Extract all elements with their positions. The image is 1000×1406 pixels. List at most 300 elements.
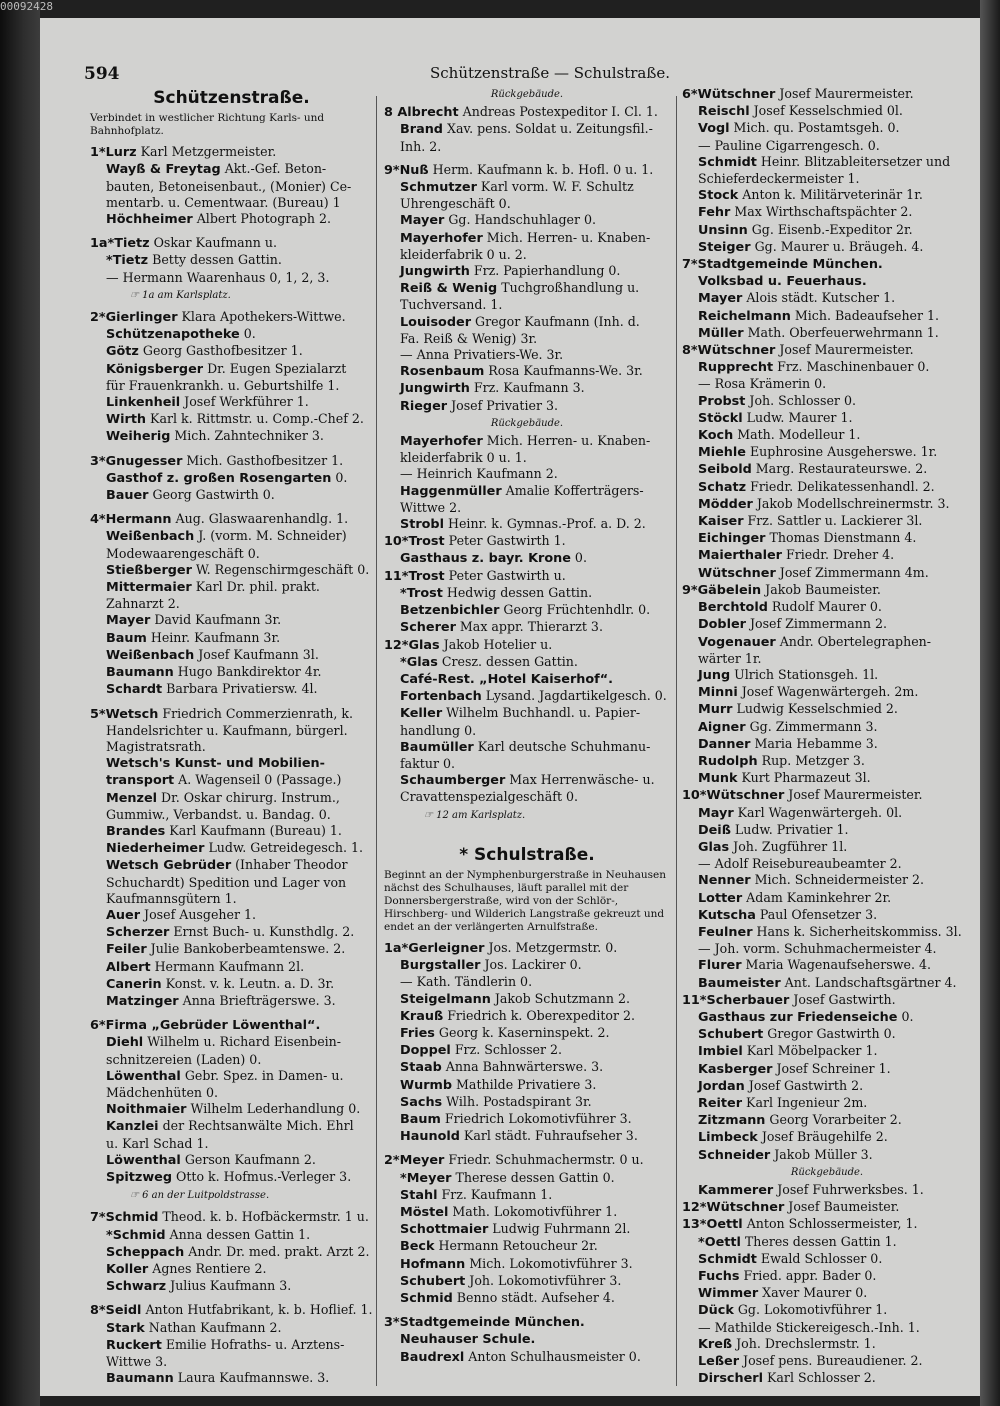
entry-name: Brandes: [106, 823, 166, 839]
entry-name: Maierthaler: [698, 548, 782, 564]
column-3: [682, 86, 972, 1387]
entry-name: Jungwirth: [400, 264, 470, 280]
entry-name: Probst: [698, 393, 746, 409]
entry-details: Josef Ausgeher 1.: [140, 906, 257, 922]
entry-name: Limbeck: [698, 1130, 758, 1146]
entry-continuation: Schieferdeckermeister 1.: [698, 171, 860, 187]
directory-entry: [384, 1221, 670, 1238]
entry-name: Schmidt: [698, 1251, 757, 1267]
entry-name: Haggenmüller: [400, 483, 502, 499]
entry-details: Mathilde Privatiere 3.: [452, 1076, 597, 1092]
entry-name: Kammerer: [698, 1183, 774, 1198]
directory-entry: [90, 959, 373, 976]
entry-name: Scheppach: [106, 1244, 185, 1260]
directory-entry: [384, 1290, 670, 1307]
directory-entry: [90, 664, 373, 681]
entry-name: 8*Seidl: [90, 1303, 142, 1319]
directory-entry: [90, 1244, 373, 1261]
directory-entry: [384, 483, 670, 500]
directory-entry: [384, 1042, 670, 1059]
directory-entry: [682, 1043, 972, 1060]
entry-details: Betty dessen Gattin.: [148, 252, 282, 268]
entry-details: Gregor Kaufmann (Inh. d.: [471, 313, 640, 329]
directory-entry: [90, 681, 373, 698]
entry-name: Brand: [400, 122, 443, 138]
directory-entry: [384, 1349, 670, 1366]
entry-details: Peter Gastwirth u.: [444, 567, 566, 583]
entry-details: Gg. Maurer u. Bräugeh. 4.: [750, 238, 924, 254]
entry-details: Gg. Handschuhlager 0.: [444, 212, 597, 228]
entry-name: Königsberger: [106, 361, 204, 377]
directory-entry: [682, 1216, 972, 1233]
entry-details: Georg Früchtenhdlr. 0.: [499, 602, 651, 618]
entry-name: Schneider: [698, 1147, 771, 1163]
entry-details: Gg. Lokomotivführer 1.: [733, 1302, 888, 1318]
section-label: Rückgebäude.: [490, 89, 564, 100]
directory-entry: [682, 1078, 972, 1095]
entry-details: Herm. Kaufmann k. b. Hofl. 0 u. 1.: [428, 161, 654, 177]
entry-details: Peter Gastwirth 1.: [444, 533, 566, 549]
directory-entry: [682, 616, 972, 633]
entry-details: Wilh. Postadspirant 3r.: [442, 1093, 592, 1109]
entry-details: Frz. Schlosser 2.: [450, 1042, 563, 1058]
entry-details: Ludw. Privatier 1.: [730, 821, 849, 837]
directory-entry: [384, 433, 670, 450]
directory-entry: [90, 1278, 373, 1295]
entry-continuation: faktur 0.: [400, 755, 456, 771]
entry-name: Niederheimer: [106, 841, 205, 857]
entry-name: Baudrexl: [400, 1349, 465, 1365]
directory-entry: [384, 705, 670, 722]
entry-name: Stark: [106, 1320, 145, 1336]
entry-name: Wimmer: [698, 1286, 759, 1302]
entry-name: *Glas: [400, 654, 438, 670]
location-note: ☞ 12 am Karlsplatz.: [424, 809, 526, 821]
entry-details: Maria Hebamme 3.: [750, 735, 878, 751]
entry-details: Friedrich k. Oberexpeditor 2.: [443, 1007, 636, 1023]
spacer: [90, 1010, 373, 1017]
entry-details: Friedr. Delikatessenhandl. 2.: [746, 478, 935, 494]
entry-name: Weißenbach: [106, 529, 195, 545]
entry-details: Alois städt. Kutscher 1.: [742, 290, 896, 306]
entry-details: Karl Metzgermeister.: [136, 144, 277, 160]
entry-name: Mayerhofer: [400, 230, 483, 246]
entry-details: Math. Modelleur 1.: [733, 427, 861, 443]
entry-continuation: — Rosa Krämerin 0.: [698, 376, 827, 392]
entry-name: Gasthof z. großen Rosengarten: [106, 470, 332, 486]
entry-details: Friedr. Dreher 4.: [782, 547, 895, 563]
entry-details: Anton Schlossermeister, 1.: [742, 1216, 918, 1232]
entry-name: Baumann: [106, 665, 174, 681]
entry-details: Mich. Zahntechniker 3.: [170, 428, 324, 444]
entry-details: 0.: [570, 550, 587, 566]
entry-details: Georg Vorarbeiter 2.: [765, 1112, 902, 1128]
entry-details: Karl Schlosser 2.: [763, 1370, 876, 1386]
entry-details: Mich. Lokomotivführer 3.: [465, 1255, 633, 1271]
directory-entry: [90, 1370, 373, 1387]
directory-entry: [682, 120, 972, 137]
directory-entry: [384, 280, 670, 297]
entry-name: Rupprecht: [698, 360, 774, 376]
location-note: ☞ 1a am Karlsplatz.: [130, 289, 231, 301]
directory-entry: [384, 991, 670, 1008]
entry-details: Otto k. Hofmus.-Verleger 3.: [172, 1168, 352, 1184]
entry-name: Leßer: [698, 1354, 740, 1370]
directory-entry: [384, 1094, 670, 1111]
entry-details: Aug. Glaswaarenhandlg. 1.: [171, 511, 349, 527]
entry-name: Schatz: [698, 479, 747, 495]
directory-entry: [682, 957, 972, 974]
entry-name: Louisoder: [400, 314, 472, 330]
entry-name: 8*Wütschner: [682, 343, 776, 359]
entry-continuation: Modewaarengeschäft 0.: [106, 545, 260, 561]
entry-details: Georg k. Kaserninspekt. 2.: [434, 1024, 610, 1040]
entry-name: Nenner: [698, 873, 751, 889]
entry-details: Math. Oberfeuerwehrmann 1.: [743, 324, 939, 340]
entry-details: Joh. Lokomotivführer 3.: [465, 1272, 622, 1288]
directory-entry: [90, 612, 373, 629]
directory-entry: [682, 273, 972, 290]
directory-entry: [90, 1101, 373, 1118]
directory-entry: [682, 787, 972, 804]
entry-details: Joh. Schlosser 0.: [745, 392, 856, 408]
directory-entry: [90, 579, 373, 596]
entry-name: Eichinger: [698, 531, 766, 547]
directory-entry: [384, 1128, 670, 1145]
entry-name: Burgstaller: [400, 958, 481, 974]
running-head: Schützenstraße — Schulstraße.: [430, 64, 671, 82]
entry-name: Glas: [698, 839, 730, 855]
entry-continuation: handlung 0.: [400, 722, 477, 738]
directory-entry: [90, 823, 373, 840]
entry-name: Baum: [400, 1111, 441, 1127]
entry-details: 0.: [239, 326, 256, 342]
entry-name: Kaiser: [698, 514, 744, 530]
entry-name: Baumann: [106, 1371, 174, 1387]
entry-details: Joh. Zugführer 1l.: [729, 838, 848, 854]
entry-details: Karl Wagenwärtergeh. 0l.: [733, 804, 903, 820]
entry-name: Fuchs: [698, 1269, 740, 1285]
spacer: [90, 699, 373, 706]
directory-entry: [384, 1008, 670, 1025]
directory-entry: [384, 1204, 670, 1221]
entry-name: Schmidt: [698, 154, 757, 170]
directory-entry: [90, 706, 373, 723]
entry-details: Mich. qu. Postamtsgeh. 0.: [729, 120, 900, 136]
directory-entry: [90, 755, 373, 772]
directory-entry: [90, 487, 373, 504]
directory-entry: [90, 144, 373, 161]
directory-entry: [682, 308, 972, 325]
entry-details: Karl städt. Fuhraufseher 3.: [459, 1128, 638, 1144]
directory-entry: [682, 1095, 972, 1112]
entry-details: Mich. Herren- u. Knaben-: [482, 433, 651, 449]
spacer: [90, 504, 373, 511]
entry-name: Schwarz: [106, 1279, 167, 1295]
entry-details: Ludw. Getreidegesch. 1.: [204, 840, 364, 856]
entry-name: Hofmann: [400, 1256, 466, 1272]
entry-name: Strobl: [400, 517, 444, 533]
entry-name: Rudolph: [698, 753, 758, 769]
entry-details: Josef Maurermeister.: [775, 86, 914, 101]
entry-name: Munk: [698, 771, 738, 787]
directory-entry: [384, 230, 670, 247]
entry-continuation: Mädchenhüten 0.: [106, 1084, 219, 1100]
spacer: [90, 228, 373, 235]
entry-details: Josef Gastwirth.: [789, 991, 896, 1007]
entry-details: Jakob Modellschreinermstr. 3.: [752, 495, 950, 511]
entry-details: Dr. Eugen Spezialarzt: [203, 360, 347, 376]
directory-entry: [384, 516, 670, 533]
entry-continuation: — Kath. Tändlerin 0.: [400, 974, 533, 990]
directory-entry: [384, 314, 670, 331]
directory-entry: [90, 924, 373, 941]
entry-name: 11*Scherbauer: [682, 992, 790, 1008]
entry-details: Josef Kesselschmied 0l.: [749, 103, 903, 119]
entry-name: Mittermaier: [106, 580, 192, 596]
entry-details: Josef Zimmermann 2.: [745, 616, 887, 632]
directory-entry: [682, 599, 972, 616]
entry-details: Karl Kaufmann (Bureau) 1.: [165, 822, 342, 838]
entry-continuation: Magistratsrath.: [106, 738, 206, 754]
entry-name: Wurmb: [400, 1077, 453, 1093]
entry-details: Amalie Kofferträgers-: [501, 482, 644, 498]
directory-entry: [384, 1059, 670, 1076]
directory-entry: [682, 256, 972, 273]
entry-name: *Oettl: [698, 1234, 741, 1250]
entry-details: Marg. Restaurateurswe. 2.: [751, 461, 928, 477]
book-edge-right: [980, 0, 1000, 1406]
entry-continuation: — Adolf Reisebureaubeamter 2.: [698, 856, 902, 872]
directory-entry: [682, 1112, 972, 1129]
directory-entry: [682, 1009, 972, 1026]
directory-entry: [90, 562, 373, 579]
entry-name: Höchheimer: [106, 212, 193, 228]
entry-details: W. Regenschirmgeschäft 0.: [191, 561, 370, 577]
entry-details: Lysand. Jagdartikelgesch. 0.: [481, 688, 667, 704]
directory-entry: [384, 602, 670, 619]
entry-details: Paul Ofensetzer 3.: [755, 906, 878, 922]
entry-name: Reiß & Wenig: [400, 281, 498, 297]
entry-name: Fehr: [698, 205, 731, 221]
directory-entry: [682, 1129, 972, 1146]
entry-continuation: — Anna Privatiers-We. 3r.: [400, 347, 564, 363]
entry-name: Bauer: [106, 488, 149, 504]
entry-details: Josef Schreiner 1.: [772, 1060, 891, 1076]
entry-details: Josef Baumeister.: [784, 1199, 900, 1215]
entry-name: Seibold: [698, 462, 752, 478]
street-description: Beginnt an der Nymphenburgerstraße in Neuhausen nächst des Schulhauses, läuft parallel mit der Donnersbergerstraße, wird von der Schlör-, Hirschberg- und Wilderich Langstraße gekreuzt und endet an der verlängerten Arnulfstraße.: [384, 868, 666, 933]
entry-details: Jos. Lackirer 0.: [480, 957, 582, 973]
entry-name: 11*Trost: [384, 568, 445, 584]
entry-details: Anna dessen Gattin 1.: [165, 1226, 311, 1242]
directory-entry: [682, 359, 972, 376]
entry-name: *Trost: [400, 585, 443, 601]
directory-entry: [682, 684, 972, 701]
entry-details: Ulrich Stationsgeh. 1l.: [730, 666, 879, 682]
entry-details: Agnes Rentiere 2.: [148, 1261, 267, 1276]
entry-details: Hermann Kaufmann 2l.: [150, 958, 305, 974]
entry-details: Adam Kaminkehrer 2r.: [742, 889, 892, 905]
directory-entry: [384, 1273, 670, 1290]
entry-name: Vogenauer: [698, 634, 776, 650]
entry-details: Heinr. Blitzableitersetzer und: [756, 153, 951, 169]
directory-entry: [90, 1320, 373, 1337]
entry-details: Andreas Postexpeditor I. Cl. 1.: [458, 104, 658, 120]
entry-continuation: Tuchversand. 1.: [400, 297, 503, 313]
location-note: ☞ 6 an der Luitpoldstrasse.: [130, 1190, 270, 1202]
entry-name: Scherzer: [106, 925, 170, 941]
column-2: [384, 86, 670, 1366]
directory-entry: [682, 1353, 972, 1370]
entry-details: Albert Photograph 2.: [192, 211, 332, 227]
directory-entry: [682, 290, 972, 307]
entry-name: 12*Glas: [384, 637, 440, 653]
entry-details: Friedrich Commerzienrath, k.: [158, 705, 354, 721]
entry-name: Imbiel: [698, 1044, 743, 1060]
directory-entry: [682, 975, 972, 992]
entry-continuation: — Joh. vorm. Schuhmachermeister 4.: [698, 941, 937, 957]
spacer: [384, 1145, 670, 1152]
entry-name: 2*Gierlinger: [90, 310, 178, 326]
entry-continuation: Fa. Reiß & Wenig) 3r.: [400, 330, 538, 346]
directory-entry: [682, 753, 972, 770]
directory-entry: [90, 1209, 373, 1226]
entry-name: Diehl: [106, 1035, 144, 1051]
directory-entry: [90, 252, 373, 269]
directory-entry: [90, 1034, 373, 1051]
entry-name: Weißenbach: [106, 647, 195, 663]
directory-entry: [90, 470, 373, 487]
entry-details: Mich. Badeaufseher 1.: [790, 307, 940, 323]
entry-name: Dobler: [698, 617, 746, 633]
directory-entry: [682, 719, 972, 736]
entry-name: Haunold: [400, 1129, 460, 1145]
entry-name: 6*Firma „Gebrüder Löwenthal“.: [90, 1018, 321, 1034]
entry-name: Ruckert: [106, 1337, 162, 1353]
entry-details: Konst. v. k. Leutn. a. D. 3r.: [161, 975, 335, 991]
entry-details: Joh. Drechslermstr. 1.: [732, 1335, 876, 1351]
directory-entry: [682, 992, 972, 1009]
entry-name: Gasthaus zur Friedenseiche: [698, 1009, 898, 1025]
entry-details: (Inhaber Theodor: [231, 857, 348, 873]
entry-name: Weiherig: [106, 429, 171, 445]
entry-details: Hugo Bankdirektor 4r.: [173, 664, 322, 680]
entry-name: Möstel: [400, 1204, 449, 1220]
entry-name: Löwenthal: [106, 1068, 181, 1084]
directory-entry: [682, 513, 972, 530]
directory-entry: [90, 361, 373, 378]
directory-entry: [90, 394, 373, 411]
directory-entry: [384, 1238, 670, 1255]
entry-name: Stahl: [400, 1187, 438, 1203]
entry-details: Julie Bankoberbeamtenswe. 2.: [146, 941, 346, 957]
entry-name: Baumüller: [400, 739, 474, 755]
directory-entry: [384, 121, 670, 138]
entry-name: 1*Lurz: [90, 145, 137, 161]
directory-entry: [682, 1302, 972, 1319]
entry-name: Fortenbach: [400, 689, 482, 705]
entry-name: 7*Schmid: [90, 1210, 159, 1226]
entry-details: Emilie Hofraths- u. Arztens-: [161, 1336, 345, 1352]
entry-name: Murr: [698, 702, 733, 718]
directory-entry: [90, 840, 373, 857]
entry-name: *Meyer: [400, 1170, 452, 1186]
directory-entry: [90, 941, 373, 958]
entry-name: 4*Hermann: [90, 512, 172, 528]
entry-details: Therese dessen Gattin 0.: [451, 1169, 615, 1185]
entry-name: Noithmaier: [106, 1102, 187, 1118]
entry-name: Schützenapotheke: [106, 327, 240, 343]
directory-entry: [682, 461, 972, 478]
entry-details: Jakob Schutzmann 2.: [490, 990, 630, 1006]
entry-name: Jordan: [698, 1078, 745, 1094]
entry-continuation: u. Karl Schad 1.: [106, 1135, 209, 1151]
directory-entry: [682, 667, 972, 684]
directory-entry: [682, 924, 972, 941]
entry-name: Steigelmann: [400, 991, 491, 1007]
entry-name: 9*Gäbelein: [682, 582, 762, 598]
entry-details: Karl k. Rittmstr. u. Comp.-Chef 2.: [146, 411, 364, 427]
entry-name: Kreß: [698, 1336, 733, 1352]
spacer: [384, 836, 670, 843]
entry-name: Wirth: [106, 412, 147, 428]
entry-details: Karl Dr. phil. prakt.: [191, 579, 320, 595]
directory-entry: [90, 1068, 373, 1085]
directory-entry: [90, 976, 373, 993]
entry-name: 5*Wetsch: [90, 706, 159, 722]
entry-details: Karl deutsche Schuhmanu-: [473, 738, 651, 754]
directory-entry: [384, 940, 670, 957]
entry-name: Matzinger: [106, 993, 179, 1009]
entry-name: Café-Rest. „Hotel Kaiserhof“.: [400, 671, 614, 687]
entry-details: Euphrosine Ausgeherswe. 1r.: [745, 444, 938, 460]
entry-name: Vogl: [698, 121, 730, 137]
entry-name: Menzel: [106, 790, 158, 806]
entry-details: Anna Briefträgerswe. 3.: [178, 992, 336, 1008]
entry-details: Josef Werkführer 1.: [180, 394, 309, 410]
entry-name: Wütschner: [698, 565, 776, 581]
entry-details: Cresz. dessen Gattin.: [437, 653, 578, 669]
entry-name: 1a*Gerleigner: [384, 940, 485, 956]
entry-details: Mich. Schneidermeister 2.: [750, 872, 925, 888]
directory-entry: [682, 634, 972, 651]
directory-entry: [682, 496, 972, 513]
entry-details: Maria Wagenaufseherswe. 4.: [741, 957, 931, 973]
entry-name: Keller: [400, 706, 443, 722]
entry-name: Canerin: [106, 976, 162, 992]
entry-name: Auer: [106, 907, 141, 923]
directory-entry: [384, 688, 670, 705]
column-divider: [676, 96, 677, 1386]
entry-name: Linkenheil: [106, 395, 181, 411]
entry-continuation: Kaufmannsgütern 1.: [106, 890, 237, 906]
entry-details: J. (vorm. M. Schneider): [194, 528, 347, 544]
entry-name: Volksbad u. Feuerhaus.: [698, 274, 867, 290]
entry-details: Xav. pens. Soldat u. Zeitungsfil.-: [442, 121, 653, 137]
directory-entry: [384, 1187, 670, 1204]
directory-entry: [682, 565, 972, 582]
entry-details: Frz. Papierhandlung 0.: [469, 263, 621, 279]
directory-entry: [682, 1026, 972, 1043]
entry-details: Josef Bräugehilfe 2.: [757, 1129, 888, 1145]
entry-details: Wilhelm u. Richard Eisenbein-: [143, 1034, 342, 1050]
directory-entry: [384, 263, 670, 280]
entry-name: Feulner: [698, 924, 753, 940]
entry-continuation: — Pauline Cigarrengesch. 0.: [698, 137, 880, 153]
directory-entry: [682, 1234, 972, 1251]
entry-details: Ludw. Maurer 1.: [742, 409, 853, 425]
